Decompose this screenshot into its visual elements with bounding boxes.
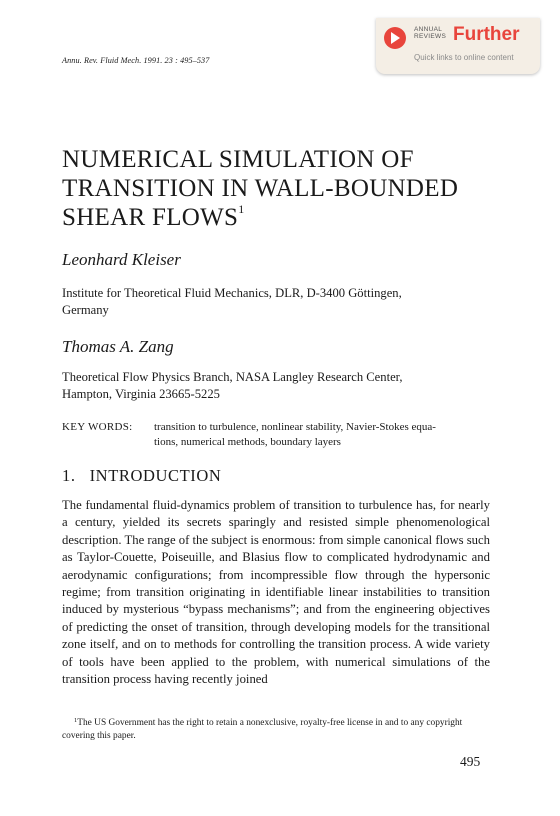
author-affiliation: Institute for Theoretical Fluid Mechanics, DLR, D-3400 Göttingen, Germany xyxy=(62,286,402,317)
footnote-text: The US Government has the right to retain a nonexclusive, royalty-free license in and to any copyright covering this paper. xyxy=(62,718,463,741)
footnote-marker: 1 xyxy=(74,717,78,724)
further-links-badge[interactable] xyxy=(376,18,540,74)
keywords-label: KEY WORDS: xyxy=(62,421,133,433)
page-number: 495 xyxy=(460,754,481,769)
author-name: Leonhard Kleiser xyxy=(62,250,181,269)
keywords-list: transition to turbulence, nonlinear stability, Navier-Stokes equa- tions, numerical methods, boundary layers xyxy=(154,421,436,448)
author-affiliation: Theoretical Flow Physics Branch, NASA Langley Research Center, Hampton, Virginia 23665-5225 xyxy=(62,370,403,401)
section-heading xyxy=(62,466,221,486)
section-title: INTRODUCTION xyxy=(89,466,222,485)
article-title: NUMERICAL SIMULATION OF TRANSITION IN WALL-BOUNDED SHEAR FLOWS$^1$ xyxy=(62,146,459,231)
play-arrow-icon[interactable] xyxy=(384,27,406,49)
author-name: Thomas A. Zang xyxy=(62,337,174,356)
section-number: 1. xyxy=(62,466,76,485)
annual-reviews-logo: ANNUAL REVIEWS xyxy=(414,26,447,40)
body-paragraph: The fundamental fluid-dynamics problem of transition to turbulence has, for nearly a century, yielded its secrets sparingly and resisted simple phenomenological description. The range of the subject is enormous: from simple canonical flows such as Taylor-Couette, Poiseuille, and Blasius flow to complicated hydrodynamic and aerodynamic configurations; from incompressible flow through the hypersonic regime; from transition originating in identifiable linear instabilities to transition induced by mysterious “bypass mechanisms”; and from the engineering objectives of predicting the onset of transition, through developing models for the transitional zone itself, and on to methods for controlling the transition process. A wide variety of tools have been applied to the problem, with numerical simulations of the transition process having recently joined xyxy=(62,498,490,687)
journal-citation: Annu. Rev. Fluid Mech. 1991. 23 : 495–537 xyxy=(62,56,210,65)
further-label[interactable]: Further xyxy=(453,24,520,45)
further-tagline[interactable]: Quick links to online content xyxy=(414,53,514,62)
title-footnote-marker: 1 xyxy=(238,202,245,216)
footnote xyxy=(62,714,492,743)
